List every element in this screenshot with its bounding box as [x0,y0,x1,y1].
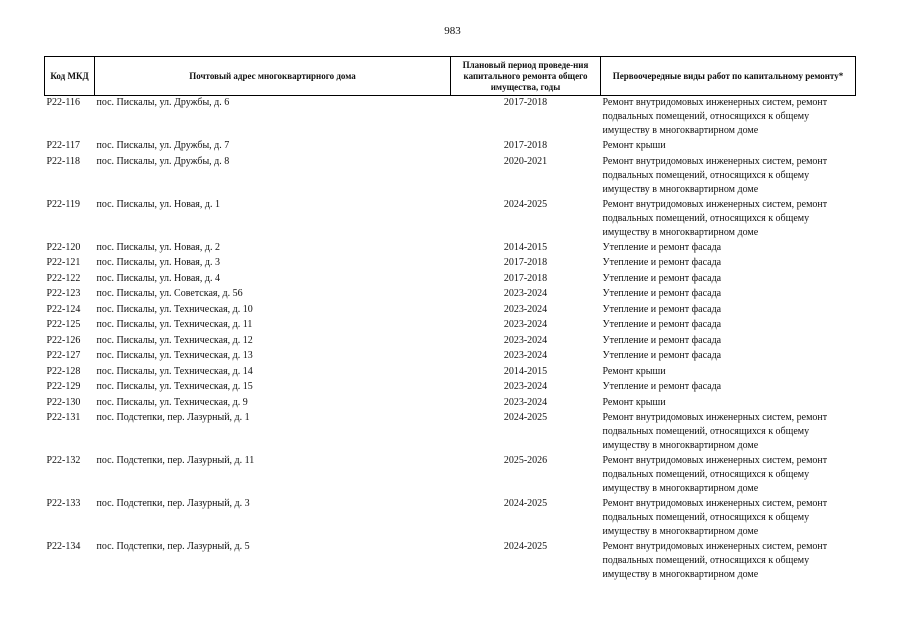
works-cell: Ремонт крыши [602,140,666,151]
address-cell: пос. Пискалы, ул. Дружбы, д. 6 [96,97,230,108]
code-cell: Р22-126 [46,334,81,346]
table-row [45,241,856,257]
table-row [45,365,856,381]
period-cell: 2024-2025 [503,541,548,552]
period-cell: 2023-2024 [503,381,548,392]
table-row [45,396,856,412]
address-cell: пос. Пискалы, ул. Новая, д. 3 [96,257,220,268]
period-cell: 2023-2024 [503,303,548,315]
works-cell: Утепление и ремонт фасада [602,350,722,361]
works-cell: Ремонт внутридомовых инженерных систем, ремонт подвальных помещений, относящихся к общему имуществу в многоквартирном доме [602,455,828,494]
period-cell: 2017-2018 [503,257,548,268]
code-cell: Р22-118 [46,155,81,167]
table-row [45,155,856,198]
table-row [45,96,856,140]
address-cell: пос. Пискалы, ул. Дружбы, д. 7 [96,140,230,151]
works-cell: Утепление и ремонт фасада [602,288,722,299]
code-cell: Р22-117 [46,140,81,151]
code-cell: Р22-128 [46,365,81,377]
header-works: Первоочередные виды работ по капитальному ремонту* [601,57,856,96]
address-cell: пос. Пискалы, ул. Техническая, д. 15 [96,381,253,392]
table-row [45,454,856,497]
table-body [45,96,856,584]
table-row [45,318,856,334]
table-row [45,349,856,365]
table-row [45,497,856,540]
code-cell: Р22-119 [46,198,81,210]
table-row [45,272,856,288]
code-cell: Р22-133 [46,498,81,509]
works-cell: Ремонт внутридомовых инженерных систем, ремонт подвальных помещений, относящихся к общему имуществу в многоквартирном доме [602,498,828,537]
code-cell: Р22-129 [46,381,81,392]
address-cell: пос. Подстепки, пер. Лазурный, д. 3 [96,498,250,509]
code-cell: Р22-122 [46,272,81,284]
code-cell: Р22-127 [46,350,81,361]
period-cell: 2014-2015 [503,365,548,377]
works-cell: Утепление и ремонт фасада [602,241,722,253]
works-cell: Утепление и ремонт фасада [602,381,722,392]
period-cell: 2014-2015 [503,241,548,253]
works-cell: Ремонт внутридомовых инженерных систем, ремонт подвальных помещений, относящихся к общему имуществу в многоквартирном доме [602,198,828,238]
period-cell: 2023-2024 [503,350,548,361]
period-cell: 2024-2025 [503,412,548,423]
code-cell: Р22-116 [46,97,81,108]
code-cell: Р22-123 [46,288,81,299]
works-cell: Ремонт крыши [602,365,666,377]
works-cell: Ремонт внутридомовых инженерных систем, ремонт подвальных помещений, относящихся к общему имуществу в многоквартирном доме [602,541,828,580]
header-code: Код МКД [45,57,95,96]
header-address: Почтовый адрес многоквартирного дома [95,57,451,96]
table-row [45,380,856,396]
table-row [45,411,856,454]
page-number: 983 [444,25,461,37]
address-cell: пос. Пискалы, ул. Техническая, д. 14 [96,365,253,377]
works-cell: Утепление и ремонт фасада [602,334,722,346]
works-cell: Ремонт внутридомовых инженерных систем, ремонт подвальных помещений, относящихся к общему имуществу в многоквартирном доме [602,412,828,451]
capital-repair-table [44,56,856,583]
table-row [45,540,856,583]
address-cell: пос. Пискалы, ул. Новая, д. 1 [96,198,220,210]
period-cell: 2025-2026 [503,455,548,466]
table-row [45,256,856,272]
works-cell: Утепление и ремонт фасада [602,257,722,268]
table-row [45,198,856,241]
address-cell: пос. Пискалы, ул. Техническая, д. 12 [96,334,253,346]
period-cell: 2023-2024 [503,334,548,346]
code-cell: Р22-121 [46,257,81,268]
address-cell: пос. Пискалы, ул. Советская, д. 56 [96,288,243,299]
works-cell: Утепление и ремонт фасада [602,319,722,330]
period-cell: 2017-2018 [503,140,548,151]
table-row [45,287,856,303]
period-cell: 2023-2024 [503,288,548,299]
code-cell: Р22-130 [46,396,81,408]
address-cell: пос. Подстепки, пер. Лазурный, д. 11 [96,455,255,466]
period-cell: 2017-2018 [503,97,548,108]
table-header [45,57,856,96]
period-cell: 2020-2021 [503,155,548,167]
period-cell: 2023-2024 [503,396,548,408]
works-cell: Ремонт внутридомовых инженерных систем, ремонт подвальных помещений, относящихся к общему имуществу в многоквартирном доме [602,97,828,136]
works-cell: Ремонт внутридомовых инженерных систем, ремонт подвальных помещений, относящихся к общему имуществу в многоквартирном доме [602,155,828,195]
code-cell: Р22-131 [46,412,81,423]
address-cell: пос. Подстепки, пер. Лазурный, д. 5 [96,541,250,552]
address-cell: пос. Пискалы, ул. Новая, д. 4 [96,272,220,284]
period-cell: 2024-2025 [503,198,548,210]
works-cell: Утепление и ремонт фасада [602,303,722,315]
address-cell: пос. Пискалы, ул. Техническая, д. 13 [96,350,253,361]
period-cell: 2024-2025 [503,498,548,509]
address-cell: пос. Пискалы, ул. Новая, д. 2 [96,241,220,253]
header-period: Плановый период проведе-ния капитального ремонта общего имущества, годы [451,57,601,96]
code-cell: Р22-120 [46,241,81,253]
address-cell: пос. Пискалы, ул. Техническая, д. 11 [96,319,253,330]
table-row [45,303,856,319]
code-cell: Р22-132 [46,455,81,466]
table-row [45,334,856,350]
table-row [45,139,856,155]
address-cell: пос. Пискалы, ул. Техническая, д. 10 [96,303,253,315]
period-cell: 2017-2018 [503,272,548,284]
address-cell: пос. Пискалы, ул. Техническая, д. 9 [96,396,248,408]
code-cell: Р22-134 [46,541,81,552]
address-cell: пос. Пискалы, ул. Дружбы, д. 8 [96,155,230,167]
period-cell: 2023-2024 [503,319,548,330]
works-cell: Утепление и ремонт фасада [602,272,722,284]
code-cell: Р22-124 [46,303,81,315]
works-cell: Ремонт крыши [602,396,666,408]
address-cell: пос. Подстепки, пер. Лазурный, д. 1 [96,412,250,423]
code-cell: Р22-125 [46,319,81,330]
